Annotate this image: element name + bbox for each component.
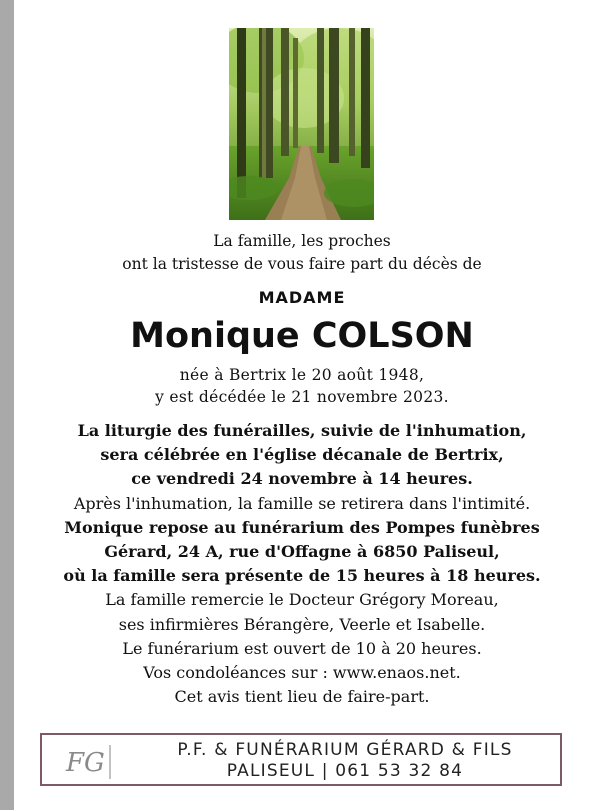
funeral-home-logo xyxy=(50,739,120,783)
body-line: ce vendredi 24 novembre à 14 heures. xyxy=(131,469,473,489)
forest-path-photo xyxy=(229,28,374,220)
body-line: La liturgie des funérailles, suivie de l'inhumation, xyxy=(77,421,527,440)
announcement-body xyxy=(14,419,590,709)
body-line: ses infirmières Bérangère, Veerle et Isabelle. xyxy=(118,614,486,634)
birth-line: née à Bertrix le 20 août 1948, xyxy=(179,366,425,384)
body-line: Gérard, 24 A, rue d'Offagne à 6850 Paliseul, xyxy=(104,542,500,562)
logo-monogram: FG xyxy=(66,748,105,778)
death-line: y est décédée le 21 novembre 2023. xyxy=(155,388,449,406)
deceased-name: Monique COLSON xyxy=(130,316,474,356)
body-line: Cet avis tient lieu de faire-part. xyxy=(174,687,430,707)
body-line: sera célébrée en l'église décanale de Bertrix, xyxy=(100,445,504,465)
left-margin-bar xyxy=(0,0,14,810)
intro-line-1: La famille, les proches xyxy=(213,232,391,250)
body-line: La famille remercie le Docteur Grégory Moreau, xyxy=(105,590,499,610)
body-line: Vos condoléances sur : www.enaos.net. xyxy=(143,663,461,683)
salutation: MADAME xyxy=(258,288,346,307)
birth-death-dates xyxy=(14,364,590,408)
intro-line-2: ont la tristesse de vous faire part du décès de xyxy=(122,255,482,273)
body-line: Le funérarium est ouvert de 10 à 20 heures. xyxy=(122,638,482,658)
body-line: Après l'inhumation, la famille se retirera dans l'intimité. xyxy=(73,493,531,513)
funeral-home-banner xyxy=(40,733,562,786)
funeral-home-text xyxy=(136,740,554,782)
body-line: Monique repose au funérarium des Pompes funèbres xyxy=(64,517,540,537)
body-line: où la famille sera présente de 15 heures à 18 heures. xyxy=(63,566,541,586)
intro-text xyxy=(14,230,590,276)
funeral-home-contact: PALISEUL | 061 53 32 84 xyxy=(226,761,464,781)
funeral-home-name: P.F. & FUNÉRARIUM GÉRARD & FILS xyxy=(177,740,513,760)
